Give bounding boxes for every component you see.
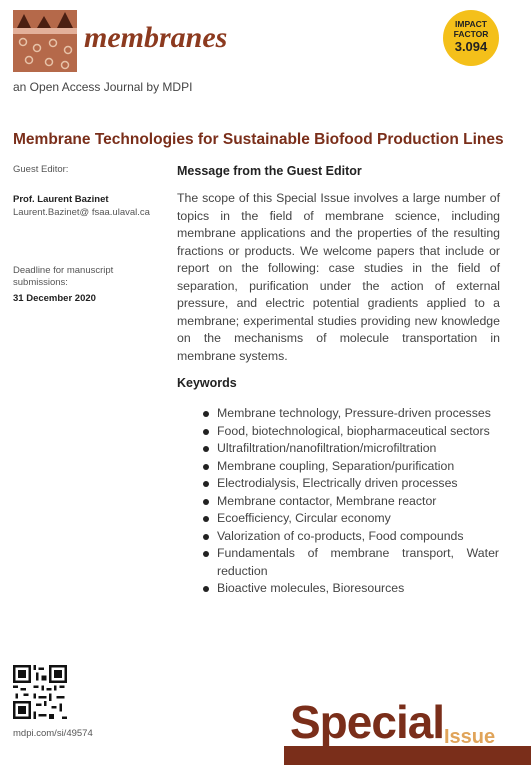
membranes-logo-icon	[13, 10, 77, 72]
special-issue-wordmark: Special	[290, 696, 445, 748]
keyword-item: Food, biotechnological, biopharmaceutical sectors	[203, 423, 499, 441]
journal-logo	[13, 10, 77, 72]
keyword-item: Electrodialysis, Electrically driven processes	[203, 475, 499, 493]
special-issue-link[interactable]: mdpi.com/si/49574	[13, 728, 93, 739]
message-heading: Message from the Guest Editor	[177, 164, 362, 178]
issue-wordmark: Issue	[444, 726, 496, 748]
keyword-item: Fundamentals of membrane transport, Water reduction	[203, 545, 499, 580]
keyword-item: Ecoefficiency, Circular economy	[203, 510, 499, 528]
keyword-item: Ultrafiltration/nanofiltration/microfiltration	[203, 440, 499, 458]
impact-factor-badge	[443, 10, 499, 66]
keyword-item: Membrane contactor, Membrane reactor	[203, 493, 499, 511]
journal-tagline: an Open Access Journal by MDPI	[13, 80, 193, 94]
message-body: The scope of this Special Issue involves a large number of topics in the field of membrane science, including membrane applications and the properties of the resulting fractions or products. We welcome papers that include or report on the following: case studies in the field of separation, purification under the action of external pressure, and electric potential gradients applied to a membrane; experimental studies providing new knowledge on the mechanisms of molecule transportation in membrane systems.	[177, 191, 500, 363]
keyword-item: Membrane coupling, Separation/purification	[203, 458, 499, 476]
keywords-heading: Keywords	[177, 376, 237, 390]
deadline-label: Deadline for manuscript submissions:	[13, 265, 114, 288]
keyword-item: Membrane technology, Pressure-driven processes	[203, 405, 499, 423]
deadline-date: 31 December 2020	[13, 293, 96, 304]
guest-editor-label: Guest Editor:	[13, 164, 69, 175]
keyword-item: Valorization of co-products, Food compounds	[203, 528, 499, 546]
sidebar-info	[13, 164, 163, 304]
keyword-item: Bioactive molecules, Bioresources	[203, 580, 499, 598]
message-section	[177, 164, 500, 365]
special-issue-title: Membrane Technologies for Sustainable Biofood Production Lines	[13, 131, 504, 148]
impact-factor-label-1: IMPACT	[455, 19, 487, 29]
impact-factor-value: 3.094	[454, 39, 488, 54]
journal-title: membranes	[84, 21, 228, 54]
keywords-list	[203, 405, 499, 598]
guest-editor-email[interactable]: Laurent.Bazinet@ fsaa.ulaval.ca	[13, 207, 150, 218]
impact-factor-label-2: FACTOR	[453, 29, 489, 39]
qr-code-icon[interactable]	[13, 665, 67, 719]
guest-editor-name: Prof. Laurent Bazinet	[13, 194, 109, 205]
